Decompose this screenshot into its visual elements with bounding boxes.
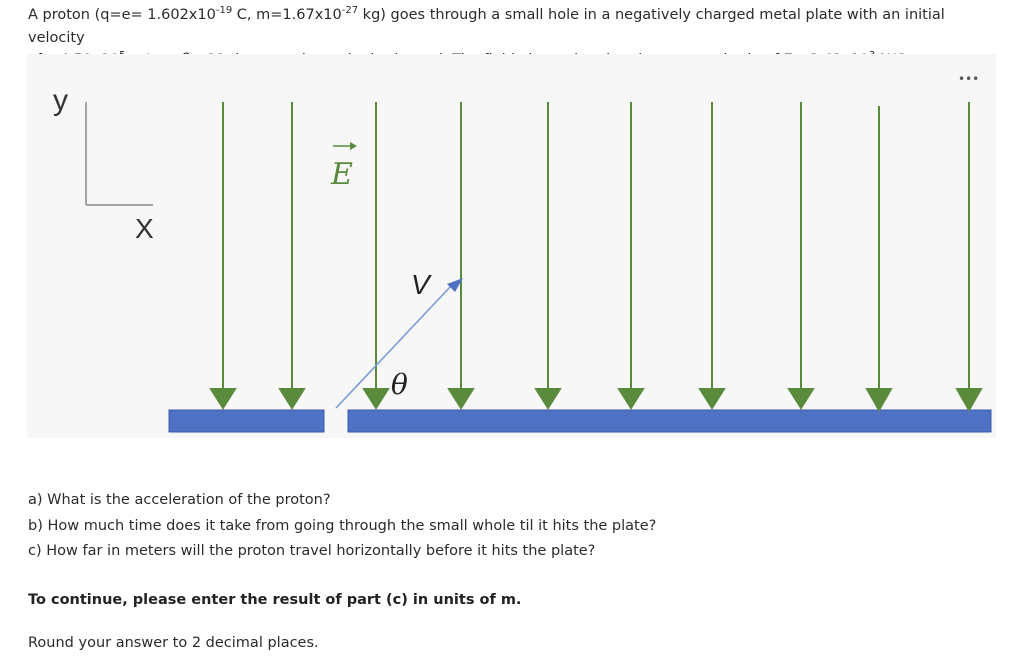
question-a: a) What is the acceleration of the proton? xyxy=(28,492,331,508)
velocity-label: V xyxy=(411,269,430,300)
angle-label: θ xyxy=(391,368,408,401)
field-diagram xyxy=(27,54,996,438)
x-axis-label: X xyxy=(135,213,154,244)
instruction-text: To continue, please enter the result of part (c) in units of m. xyxy=(28,592,522,608)
exponent: -27 xyxy=(341,5,359,17)
field-symbol: E xyxy=(331,157,353,192)
exponent: -19 xyxy=(215,5,233,17)
rounding-note: Round your answer to 2 decimal places. xyxy=(28,635,319,651)
diagram-background xyxy=(27,54,996,438)
plate-left xyxy=(169,410,324,432)
more-options-icon[interactable]: ••• xyxy=(958,72,980,86)
question-c: c) How far in meters will the proton travel horizontally before it hits the plate? xyxy=(28,543,596,559)
problem-text: C, m=1.67x10 xyxy=(232,7,342,23)
question-b: b) How much time does it take from going through the small whole til it hits the plate? xyxy=(28,518,657,534)
problem-text: A proton (q=e= 1.602x10 xyxy=(28,7,216,23)
y-axis-label: y xyxy=(53,84,68,117)
problem-text: kg) goes through a small hole in a negatively charged metal plate with an initial velocity xyxy=(28,7,945,46)
plate-right xyxy=(348,410,991,432)
